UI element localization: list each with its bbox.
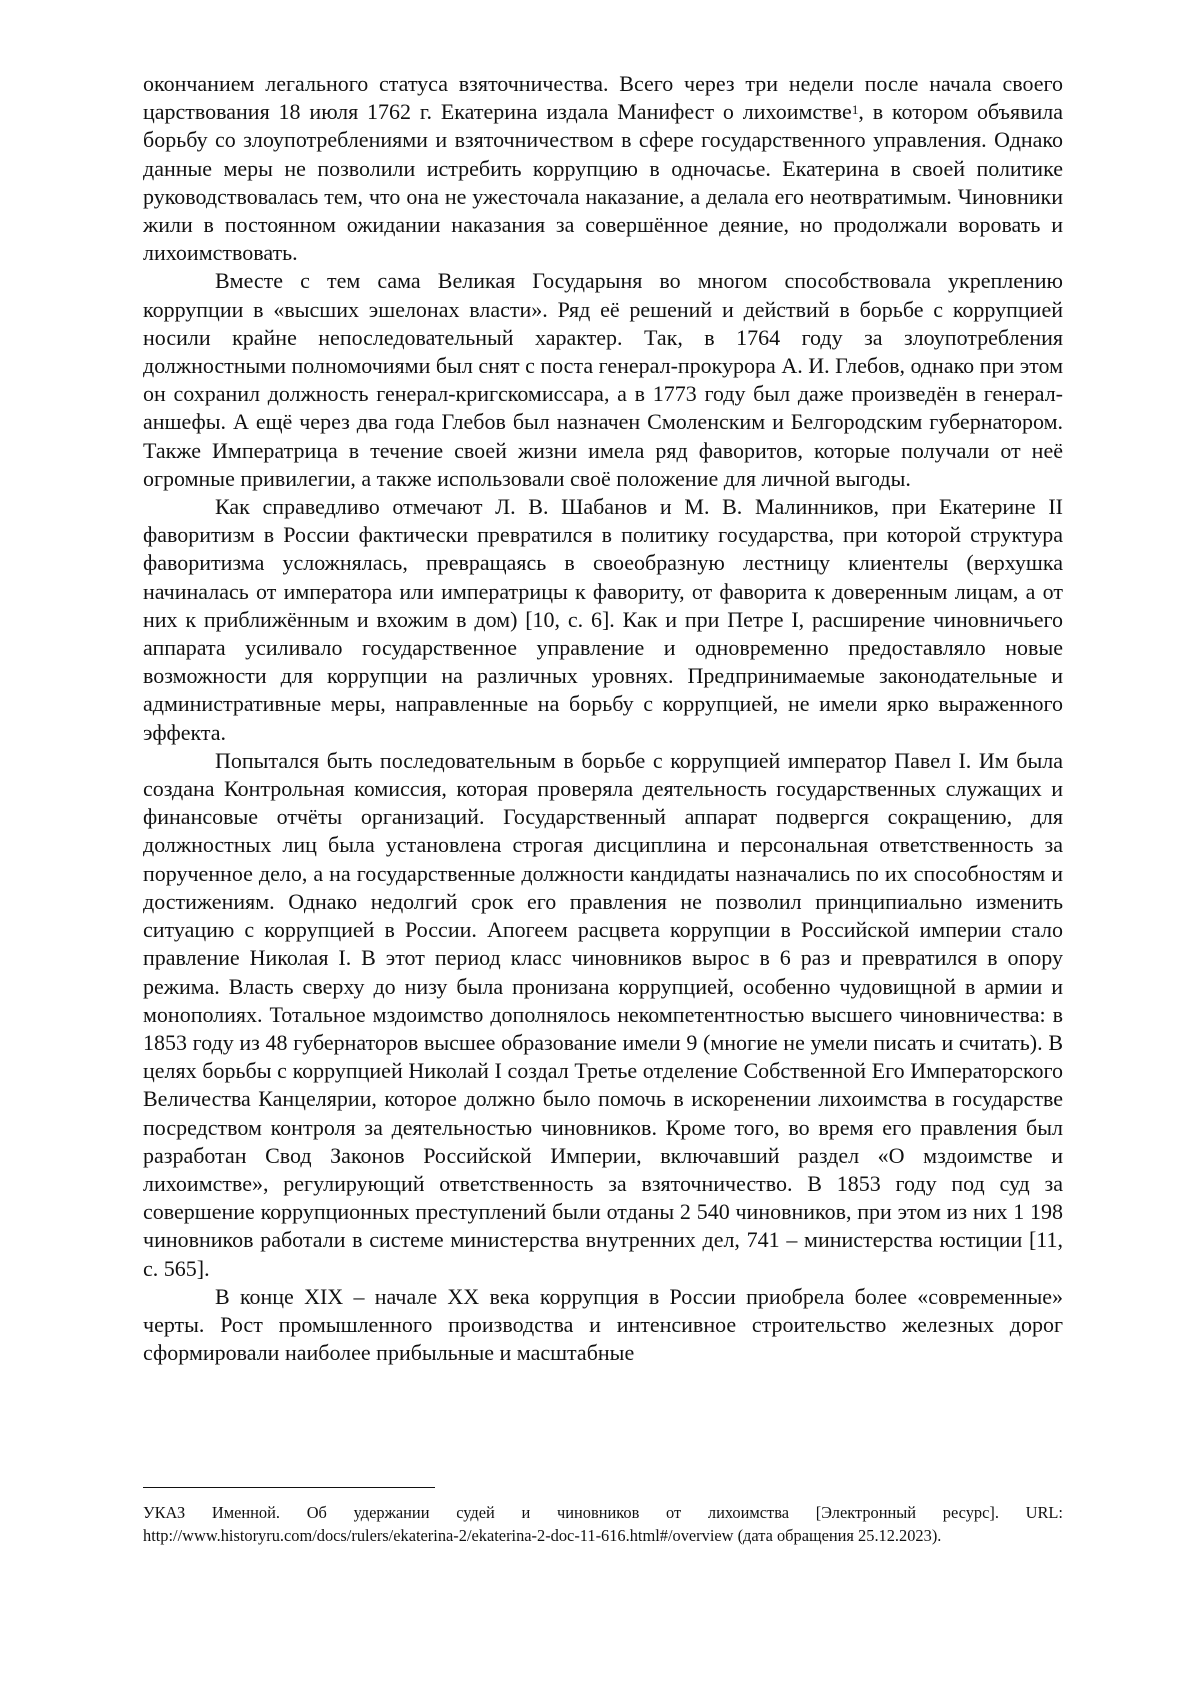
- paragraph-1: [143, 70, 1063, 267]
- footnote-separator: [143, 1487, 435, 1488]
- paragraph-1-text-b: , в котором объявила борьбу со злоупотреблениями и взяточничеством в сфере государственного управления. Однако данные меры не позволили истребить коррупцию в одночасье. Екатерина в своей политике руководствовалась тем, что она не ужесточала наказание, а делала его неотвратимым. Чиновники жили в постоянном ожидании наказания за совершённое деяние, но продолжали воровать и лихоимствовать.: [143, 99, 1063, 266]
- paragraph-1-text-a: окончанием легального статуса взяточничества. Всего через три недели после начала своего царствования 18 июля 1762 г. Екатерина издала Манифест о лихоимстве: [143, 71, 1063, 125]
- paragraph-4: Попытался быть последовательным в борьбе с коррупцией император Павел I. Им была создана Контрольная комиссия, которая проверяла деятельность государственных служащих и финансовые отчёты организаций. Государственный аппарат подвергся сокращению, для должностных лиц была установлена строгая дисциплина и персональная ответственность за порученное дело, а на государственные должности кандидаты назначались по их способностям и достижениям. Однако недолгий срок его правления не позволил принципиально изменить ситуацию с коррупцией в России. Апогеем расцвета коррупции в Российской империи стало правление Николая I. В этот период класс чиновников вырос в 6 раз и превратился в опору режима. Власть сверху до низу была пронизана коррупцией, особенно чудовищной в армии и монополиях. Тотальное мздоимство дополнялось некомпетентностью высшего чиновничества: в 1853 году из 48 губернаторов высшее образование имели 9 (многие не умели писать и считать). В целях борьбы с коррупцией Николай I создал Третье отделение Собственной Его Императорского Величества Канцелярии, которое должно было помочь в искоренении лихоимства в государстве посредством контроля за деятельностью чиновников. Кроме того, во время его правления был разработан Свод Законов Российской Империи, включавший раздел «О мздоимстве и лихоимстве», регулирующий ответственность за взяточничество. В 1853 году под суд за совершение коррупционных преступлений были отданы 2 540 чиновников, при этом из них 1 198 чиновников работали в системе министерства внутренних дел, 741 – министерства юстиции [11, с. 565].: [143, 747, 1063, 1281]
- footnote-reference[interactable]: 1: [851, 102, 859, 118]
- paragraph-2: Вместе с тем сама Великая Государыня во многом способствовала укреплению коррупции в «высших эшелонах власти». Ряд её решений и действий в борьбе с коррупцией носили крайне непоследовательный характер. Так, в 1764 году за злоупотребления должностными полномочиями был снят с поста генерал-прокурора А. И. Глебов, однако при этом он сохранил должность генерал-кригскомиссара, а в 1773 году был даже произведён в генерал-аншефы. А ещё через два года Глебов был назначен Смоленским и Белгородским губернатором. Также Императрица в течение своей жизни имела ряд фаворитов, которые получали от неё огромные привилегии, а также использовали своё положение для личной выгоды.: [143, 268, 1063, 491]
- paragraph-5: В конце XIX – начале XX века коррупция в России приобрела более «современные» черты. Рост промышленного производства и интенсивное строительство железных дорог сформировали наиболее прибыльные и масштабные: [143, 1283, 1063, 1366]
- paragraph-3: Как справедливо отмечают Л. В. Шабанов и М. В. Малинников, при Екатерине II фаворитизм в России фактически превратился в политику государства, при которой структура фаворитизма усложнялась, превращаясь в своеобразную лестницу клиентелы (верхушка начиналась от императора или императрицы к фавориту, от фаворита к доверенным лицам, а от них к приближённым и вхожим в дом) [10, с. 6]. Как и при Петре I, расширение чиновничьего аппарата усиливало государственное управление и одновременно предоставляло новые возможности для коррупции на различных уровнях. Предпринимаемые законодательные и административные меры, направленные на борьбу с коррупцией, не имели ярко выраженного эффекта.: [143, 494, 1063, 745]
- document-body: [143, 70, 1063, 1367]
- footnote-text: УКАЗ Именной. Об удержании судей и чиновников от лихоимства [Электронный ресурс]. URL: http://www.historyru.com/docs/rulers/ekaterina-2/ekaterina-2-doc-11-616.html#/overview (дата обращения 25.12.2023).: [143, 1503, 1063, 1545]
